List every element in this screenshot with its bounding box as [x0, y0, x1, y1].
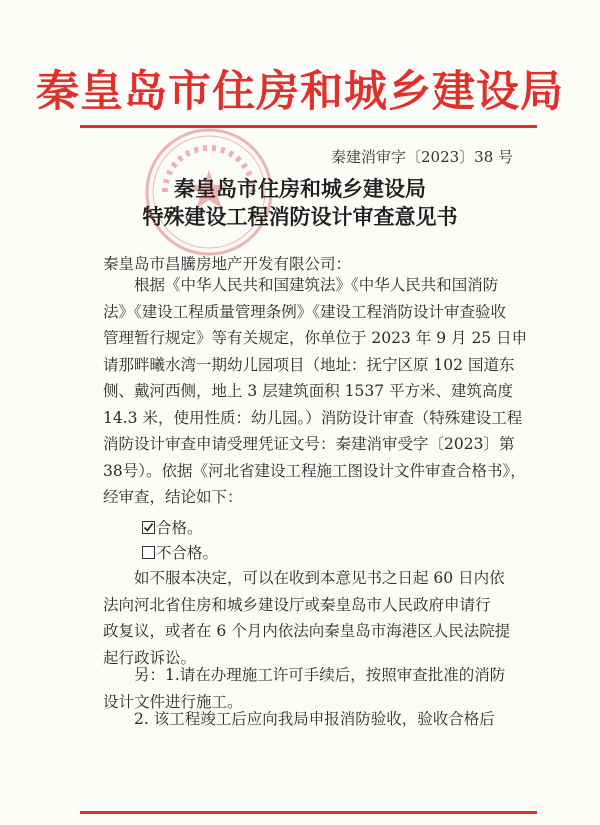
- paragraph-line: 14.3 米，使用性质：幼儿园。）消防设计审查（特殊建设工程: [103, 408, 523, 427]
- paragraph-line: 政复议，或者在 6 个月内依法向秦皇岛市海港区人民法院提: [103, 622, 511, 640]
- option-fail: [142, 541, 218, 563]
- document-title-issuer: 秦皇岛市住房和城乡建设局: [174, 177, 426, 201]
- footer-red-rule: [80, 811, 537, 814]
- paragraph-line: 2. 该工程竣工后应向我局申报消防验收，验收合格后: [134, 710, 495, 728]
- option-pass-label: 合格。: [156, 519, 203, 537]
- appeal-paragraph: [103, 565, 523, 671]
- paragraph-line: 如不服本决定，可以在收到本意见书之日起 60 日内依: [134, 569, 505, 587]
- agency-header: 秦皇岛市住房和城乡建设局: [36, 67, 564, 117]
- checked-box-icon: [142, 521, 155, 534]
- paragraph-line: 经审查，结论如下：: [103, 488, 243, 506]
- recipient: 秦皇岛市昌騰房地产开发有限公司：: [103, 255, 352, 273]
- document-number: 秦建消审字〔2023〕38 号: [331, 148, 514, 166]
- unchecked-box-icon: [142, 546, 155, 559]
- document-title: 特殊建设工程消防设计审查意见书: [142, 205, 458, 229]
- paragraph-line: 法向河北省住房和城乡建设厅或秦皇岛市人民政府申请行: [103, 595, 491, 614]
- paragraph-line: 另：1.请在办理施工许可手续后，按照审查批准的消防: [134, 666, 506, 684]
- paragraph-line: 起行政诉讼。: [103, 648, 197, 667]
- paragraph-line: 法》《建设工程质量管理条例》《建设工程消防设计审查验收: [103, 302, 507, 321]
- note-paragraph-2: [103, 706, 523, 733]
- option-fail-label: 不合格。: [156, 544, 219, 562]
- basis-paragraph: [103, 272, 528, 511]
- paragraph-line: 根据《中华人民共和国建筑法》《中华人民共和国消防: [134, 276, 499, 294]
- paragraph-line: 设计文件进行施工。: [103, 692, 243, 711]
- paragraph-line: 请那畔曦水湾一期幼儿园项目（地址：抚宁区原 102 国道东: [103, 355, 515, 374]
- paragraph-line: 38号）。依据《河北省建设工程施工图设计文件审查合格书》，: [103, 461, 526, 480]
- paragraph-line: 管理暂行规定》等有关规定，你单位于 2023 年 9 月 25 日申: [103, 329, 528, 347]
- paragraph-line: 侧、戴河西侧，地上 3 层建筑面积 1537 平方米、建筑高度: [103, 382, 514, 400]
- option-pass: [142, 516, 203, 538]
- paragraph-line: 消防设计审查申请受理凭证文号：秦建消审受字〔2023〕第: [103, 435, 515, 453]
